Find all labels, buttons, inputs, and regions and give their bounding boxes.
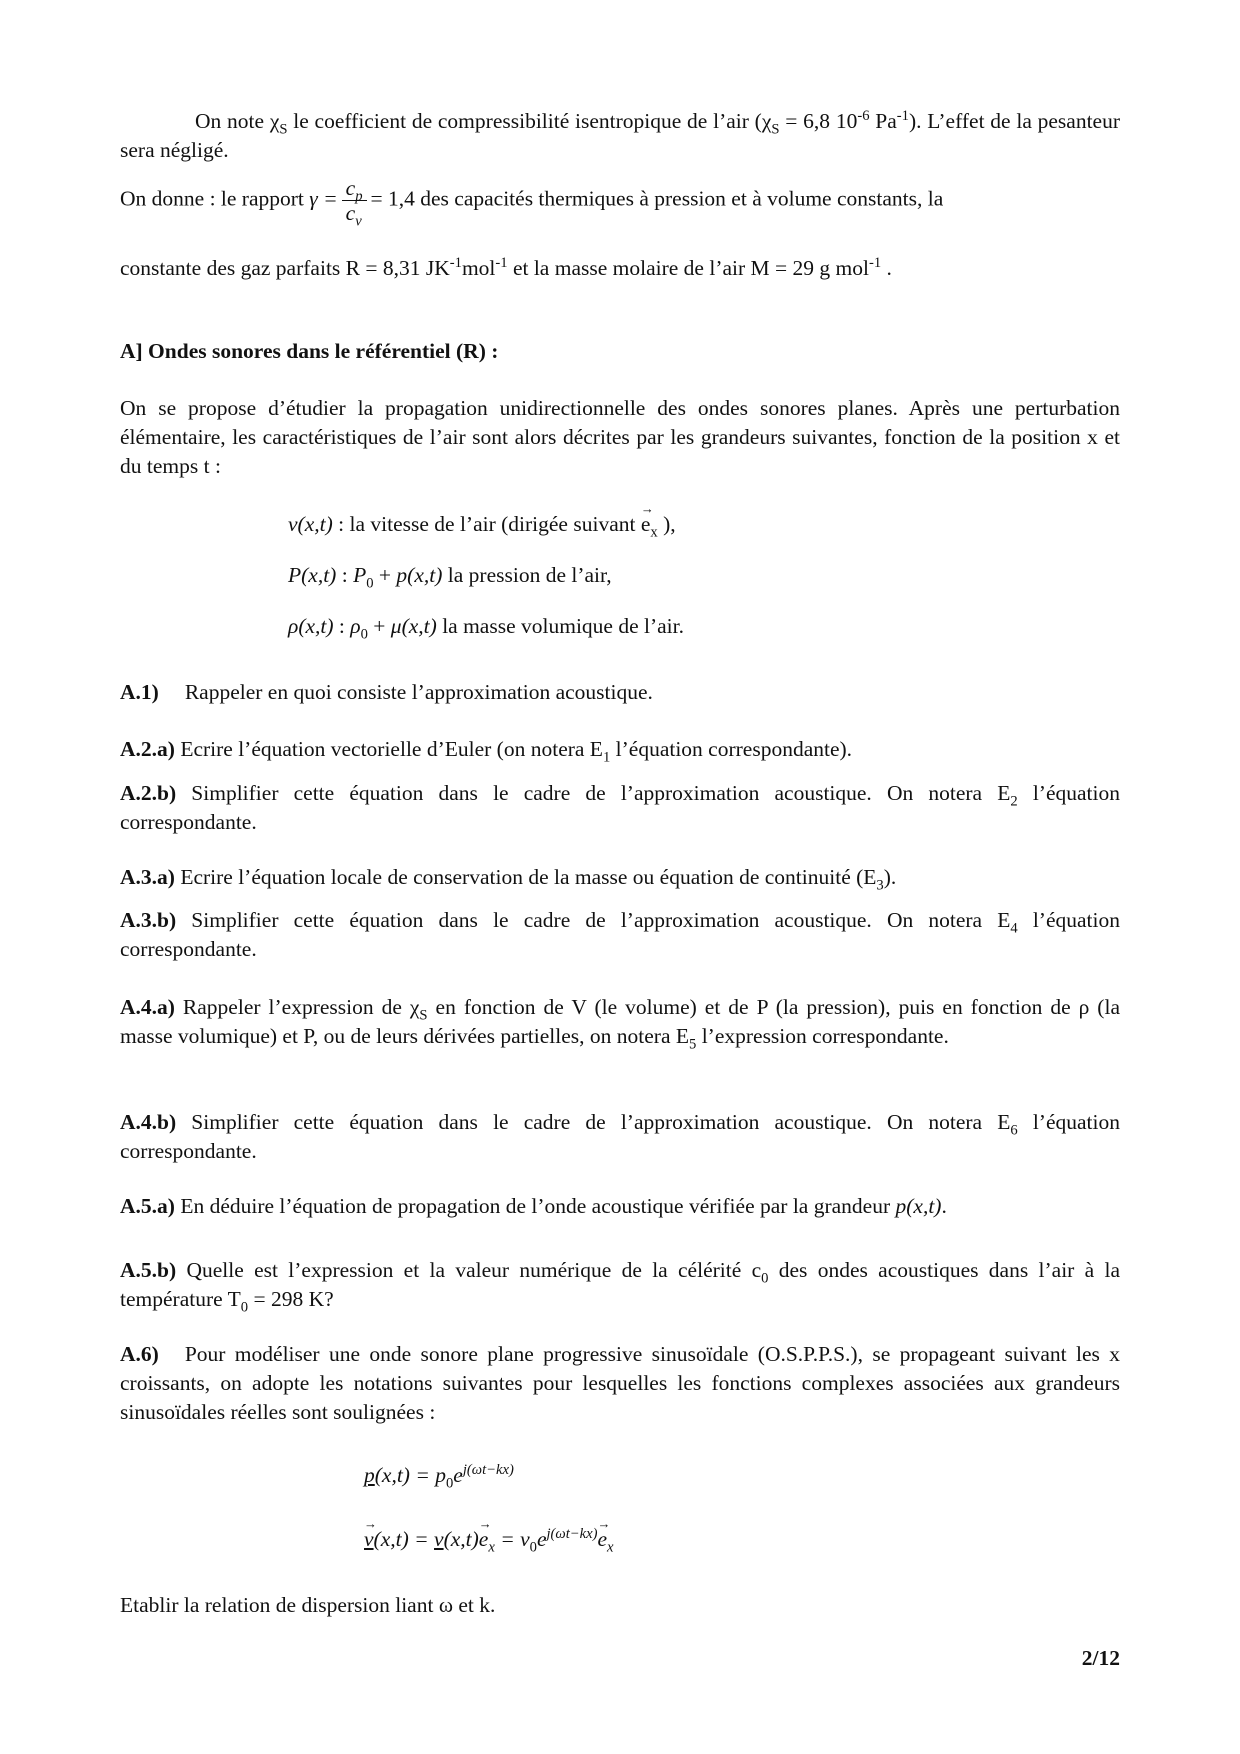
chi-subscript: S xyxy=(419,1007,428,1024)
equation-part: = v xyxy=(494,1527,530,1551)
ex-letter: e xyxy=(597,1527,608,1551)
question-a4a xyxy=(120,993,1120,1051)
question-text: Rappeler l’expression de xyxy=(174,995,410,1019)
equation-index: 2 xyxy=(1010,793,1018,810)
intro-text: et la masse molaire de l’air M = 29 g mol xyxy=(507,256,869,280)
complex-v: v xyxy=(434,1527,444,1551)
question-text: Ecrire l’équation locale de conservation de la masse ou équation de continuité (E xyxy=(174,865,877,889)
gamma-line xyxy=(120,176,1120,230)
var-description: la pression de l’air, xyxy=(442,563,612,587)
v-letter: v xyxy=(364,1527,374,1551)
question-label: A.3.b) xyxy=(120,908,177,932)
equation-index: 3 xyxy=(876,877,884,894)
question-text: en fonction de V (le volume) et de P (la pression), puis en fonction de ρ (la masse volumique) et P, ou de leurs dérivées partielles, on notera E xyxy=(120,995,1120,1048)
ex-subscript: x xyxy=(488,1539,495,1556)
ex-vector xyxy=(641,510,651,539)
question-a6 xyxy=(120,1340,1120,1427)
equation-index: 5 xyxy=(689,1036,697,1053)
question-label: A.1) xyxy=(120,680,159,704)
question-label: A.5.a) xyxy=(120,1194,175,1218)
final-question: Etablir la relation de dispersion liant ω et k. xyxy=(120,1593,496,1617)
exponent: -6 xyxy=(857,107,870,124)
question-text: l’équation correspondante). xyxy=(610,737,853,761)
question-label: A.4.b) xyxy=(120,1110,177,1134)
chi-symbol: χ xyxy=(269,109,280,133)
page-number: 2/12 xyxy=(1081,1646,1120,1670)
question-a2a xyxy=(120,735,1120,764)
cv-subscript: v xyxy=(355,213,362,230)
var-description: : la vitesse de l’air (dirigée suivant xyxy=(332,512,641,536)
unit: Pa xyxy=(869,109,897,133)
question-text: Rappeler en quoi consiste l’approximation acoustique. xyxy=(184,680,653,704)
equation-index: 6 xyxy=(1010,1122,1018,1139)
section-intro: On se propose d’étudier la propagation unidirectionnelle des ondes sonores planes. Après une perturbation élémentaire, les caractéristiques de l’air sont alors décrites par les grandeurs suivantes, fonction de la position x et du temps t : xyxy=(120,396,1120,478)
question-a5a xyxy=(120,1192,1120,1221)
intro-text: On donne : le rapport xyxy=(120,186,310,211)
equation-pressure xyxy=(364,1461,514,1490)
chi-symbol: χ xyxy=(761,109,772,133)
question-a4b xyxy=(120,1108,1120,1166)
question-text: l’expression correspondante. xyxy=(696,1024,949,1048)
question-text: Simplifier cette équation dans le cadre de l’approximation acoustique. On notera E xyxy=(176,1110,1011,1134)
c0-subscript: 0 xyxy=(761,1270,769,1287)
question-label: A.3.a) xyxy=(120,865,175,889)
intro-text: On note xyxy=(195,109,270,133)
chi-symbol: χ xyxy=(409,995,420,1019)
equation-index: 4 xyxy=(1010,920,1018,937)
var-velocity xyxy=(288,510,676,539)
question-label: A.2.b) xyxy=(120,781,177,805)
exp-argument: j(ωt−kx) xyxy=(546,1525,598,1542)
question-label: A.4.a) xyxy=(120,995,175,1019)
question-text: Simplifier cette équation dans le cadre de l’approximation acoustique. On notera E xyxy=(176,908,1011,932)
chi-value: = 6,8 10 xyxy=(779,109,858,133)
question-text: l’équation correspondante. xyxy=(120,1110,1120,1163)
question-label: A.2.a) xyxy=(120,737,175,761)
cp-cv-fraction xyxy=(342,176,367,230)
question-text: . xyxy=(941,1194,947,1218)
var-description: ), xyxy=(657,512,676,536)
var-description: la masse volumique de l’air. xyxy=(436,614,684,638)
exponent: -1 xyxy=(868,254,882,271)
colon: : xyxy=(336,563,354,587)
question-text: l’équation correspondante. xyxy=(120,908,1120,961)
exponent: -1 xyxy=(449,254,462,271)
unit: mol xyxy=(461,256,496,280)
chi-subscript: S xyxy=(279,121,288,138)
var-density xyxy=(288,612,684,641)
p0-symbol: P xyxy=(353,563,367,587)
question-a1 xyxy=(120,678,1120,707)
ex-letter: e xyxy=(640,512,651,536)
gamma-symbol: γ = xyxy=(309,186,338,211)
equation-part: (x,t) xyxy=(443,1527,479,1551)
question-a2b xyxy=(120,779,1120,837)
question-text: Ecrire l’équation vectorielle d’Euler (on notera E xyxy=(174,737,603,761)
equation-part: (x,t) = xyxy=(373,1527,435,1551)
question-text: Quelle est l’expression et la valeur numérique de la célérité c xyxy=(176,1258,762,1282)
question-text: des ondes acoustiques dans l’air à la température T xyxy=(120,1258,1121,1311)
ex-letter: e xyxy=(478,1527,489,1551)
colon: : xyxy=(333,614,351,638)
question-text: Pour modéliser une onde sonore plane progressive sinusoïdale (O.S.P.P.S.), se propageant suivant les x croissants, on adopte les notations suivantes pour lesquelles les fonctions complexes associées aux grandeurs sinusoïdales réelles sont soulignées : xyxy=(120,1342,1120,1424)
complex-p: p xyxy=(364,1463,375,1487)
question-label: A.5.b) xyxy=(120,1258,177,1282)
exponent: -1 xyxy=(896,107,909,124)
rho0-subscript: 0 xyxy=(360,626,368,643)
equation-part: (x,t) = p xyxy=(374,1463,446,1487)
section-title: A] Ondes sonores dans le référentiel (R) : xyxy=(120,339,499,363)
question-text: En déduire l’équation de propagation de l’onde acoustique vérifiée par la grandeur xyxy=(174,1194,896,1218)
cp-subscript: p xyxy=(355,188,363,205)
rho-symbol: ρ(x,t) xyxy=(288,614,334,638)
chi-subscript: S xyxy=(771,121,780,138)
pressure-symbol: P(x,t) xyxy=(288,563,337,587)
intro-text: le coefficient de compressibilité isentropique de l’air ( xyxy=(287,109,762,133)
v0-subscript: 0 xyxy=(529,1539,537,1556)
velocity-symbol: v(x,t) xyxy=(288,512,333,536)
plus-sign: + xyxy=(373,563,397,587)
complex-v-vector xyxy=(364,1525,374,1554)
exp-argument: j(ωt−kx) xyxy=(462,1461,514,1478)
p-symbol: p(x,t) xyxy=(895,1194,942,1218)
question-text: = 298 K? xyxy=(248,1287,334,1311)
var-pressure xyxy=(288,561,612,590)
equation-velocity xyxy=(364,1525,614,1554)
ex-subscript: x xyxy=(607,1539,614,1556)
p-symbol: p(x,t) xyxy=(396,563,443,587)
question-a5b xyxy=(120,1256,1120,1314)
intro-text: . xyxy=(881,256,892,280)
ex-vector xyxy=(479,1525,489,1554)
t0-subscript: 0 xyxy=(240,1299,249,1316)
question-text: ). xyxy=(883,865,897,889)
intro-text: ). L’effet de la pesanteur sera négligé. xyxy=(120,109,1121,162)
mu-symbol: μ(x,t) xyxy=(390,614,437,638)
question-a3a xyxy=(120,863,1120,892)
exp-base: e xyxy=(536,1527,547,1551)
equation-index: 1 xyxy=(602,749,611,766)
intro-paragraph xyxy=(120,107,1120,165)
ex-vector xyxy=(597,1525,607,1554)
exp-base: e xyxy=(453,1463,463,1487)
p0-subscript: 0 xyxy=(366,575,374,592)
plus-sign: + xyxy=(367,614,391,638)
cp-symbol: c xyxy=(345,176,356,200)
intro-text: = 1,4 des capacités thermiques à pression et à volume constants, la xyxy=(370,186,944,211)
exponent: -1 xyxy=(495,254,508,271)
question-a3b xyxy=(120,906,1120,964)
question-label: A.6) xyxy=(120,1342,159,1366)
ex-subscript: x xyxy=(650,524,658,541)
question-text: Simplifier cette équation dans le cadre de l’approximation acoustique. On notera E xyxy=(176,781,1011,805)
constants-line xyxy=(120,254,1120,283)
p0-subscript: 0 xyxy=(445,1475,454,1492)
cv-symbol: c xyxy=(345,201,356,225)
intro-text: constante des gaz parfaits R = 8,31 JK xyxy=(120,256,450,280)
question-text: l’équation correspondante. xyxy=(120,781,1120,834)
rho0-symbol: ρ xyxy=(350,614,361,638)
